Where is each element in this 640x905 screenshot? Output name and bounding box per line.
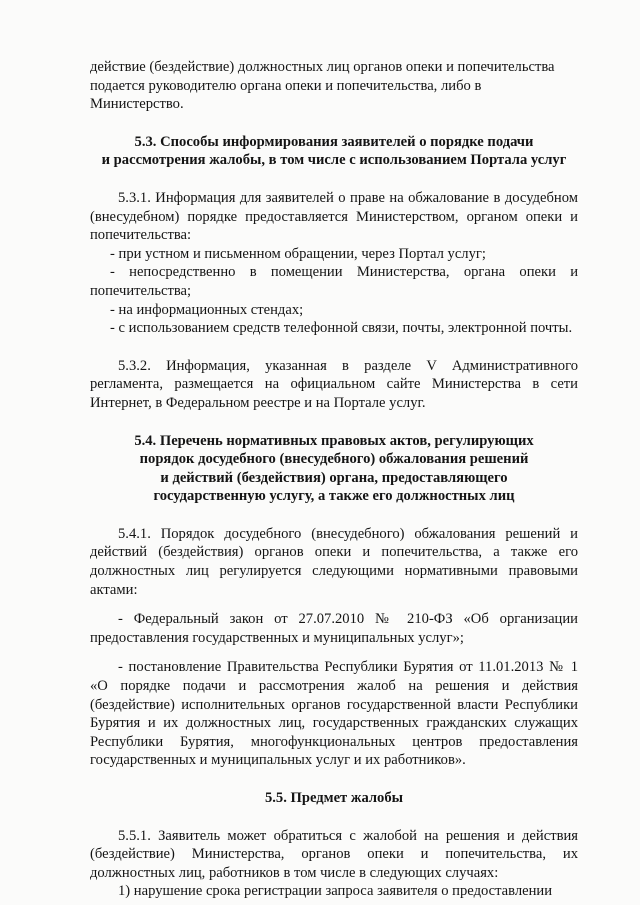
list-item-5-4-1-b: - постановление Правительства Республики Бурятия от 11.01.2013 № 1 «О порядке подачи и рассмотрения жалоб на решения и действия (бездействие) исполнительных органов государственной власти Республики Бурятия и их должностных лиц, государственных гражданских служащих Республики Бурятия, многофункциональных центров предоставления государственных и муниципальных услуг и их работников». <box>90 659 578 769</box>
list-item-5-3-1-d: - с использованием средств телефонной связи, почты, электронной почты. <box>110 320 573 337</box>
list-item-5-3-1-b: - непосредственно в помещении Министерства, органа опеки и попечительства; <box>90 264 578 299</box>
paragraph-intro-line1: действие (бездействие) должностных лиц органов опеки и попечительства <box>90 59 555 75</box>
paragraph-5-3-1: 5.3.1. Информация для заявителей о праве на обжалование в досудебном (внесудебном) порядке предоставляется Министерством, органом опеки и попечительства: <box>90 189 578 244</box>
section-heading-5-4-line3: и действий (бездействия) органа, предоставляющего <box>160 469 508 486</box>
paragraph-5-5-1: 5.5.1. Заявитель может обратиться с жалобой на решения и действия (бездействие) Министерства, органов опеки и попечительства, их должностных лиц, работников в том числе в следующих случаях: <box>90 827 578 881</box>
list-item-5-4-1-a: - Федеральный закон от 27.07.2010 № 210-ФЗ «Об организации предоставления государственных и муниципальных услуг»; <box>90 611 578 646</box>
section-heading-5-4-line4: государственную услугу, а также его должностных лиц <box>153 488 515 505</box>
section-heading-5-3-line1: 5.3. Способы информирования заявителей о порядке подачи <box>134 133 534 150</box>
document-body <box>90 58 578 901</box>
paragraph-5-4-1: 5.4.1. Порядок досудебного (внесудебного) обжалования решений и действий (бездействия) органов опеки и попечительства, а также его должностных лиц регулируется следующими нормативными правовыми актами: <box>90 525 578 598</box>
paragraph-5-5-1-item-1: 1) нарушение срока регистрации запроса заявителя о предоставлении <box>118 883 553 900</box>
list-item-5-3-1-a: - при устном и письменном обращении, через Портал услуг; <box>110 245 486 262</box>
paragraph-5-3-2: 5.3.2. Информация, указанная в разделе V Административного регламента, размещается на официальном сайте Министерства в сети Интернет, в Федеральном реестре и на Портале услуг. <box>90 357 578 411</box>
section-heading-5-4-line2: порядок досудебного (внесудебного) обжалования решений <box>139 451 529 468</box>
section-heading-5-3-line2: и рассмотрения жалобы, в том числе с использованием Портала услуг <box>101 152 567 169</box>
section-heading-5-5: 5.5. Предмет жалобы <box>264 790 404 806</box>
section-heading-5-4-line1: 5.4. Перечень нормативных правовых актов, регулирующих <box>134 432 534 449</box>
list-item-5-3-1-c: - на информационных стендах; <box>110 301 304 318</box>
paragraph-intro-line2: подается руководителю органа опеки и попечительства, либо в Министерство. <box>90 77 482 113</box>
